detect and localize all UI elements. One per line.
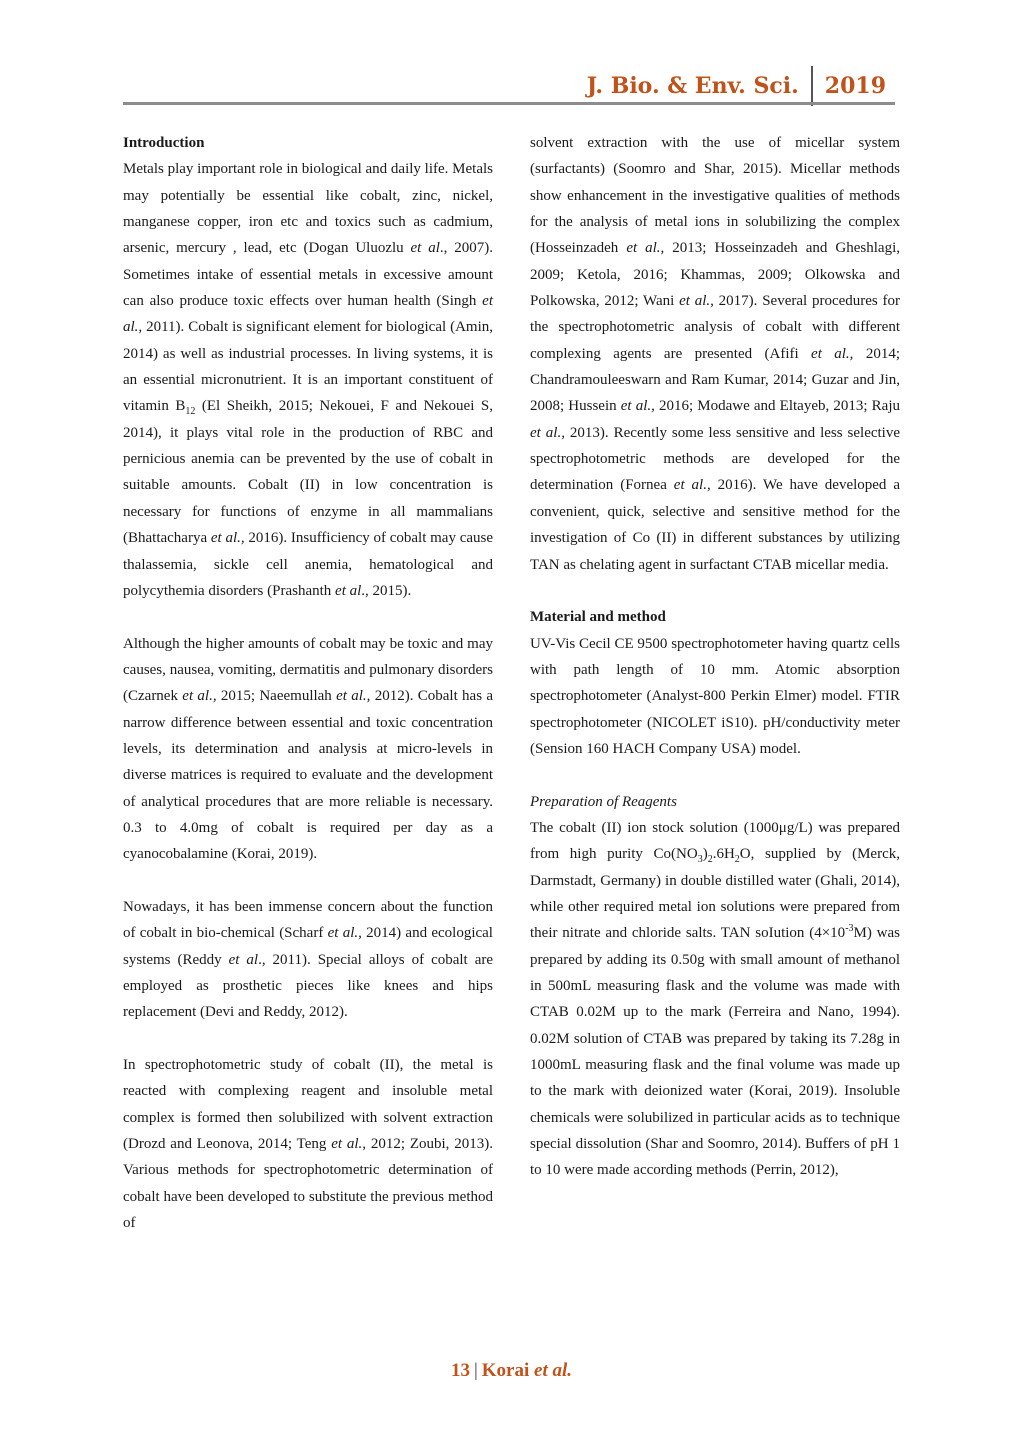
subscript: 3 (697, 854, 703, 866)
etal: et al (410, 240, 440, 257)
journal-title: J. Bio. & Env. Sci. (586, 73, 799, 99)
page-number: 13 (450, 1360, 470, 1381)
left-column (123, 130, 493, 1236)
intro-paragraph-2 (123, 631, 493, 868)
etal: et al., (336, 688, 371, 705)
text-run: M) was prepared by adding its 0.50g with small amount of methanol in 500mL measuring flask and the volume was made with CTAB 0.02M up to the mark (Ferreira and Nano, 1994). 0.02M solution of CTAB was prepared by taking its 7.28g in 1000mL measuring flask and the final volume was made up to the mark with deionized water (Korai, 2019). Insoluble chemicals were solubilized in particular acids as to technique special dissolution (Shar and Soomro, 2014). Buffers of pH 1 to 10 were made according methods (Perrin, 2012), (530, 925, 901, 1179)
text-run: 2014; Chandramouleeswarn and Ram Kumar, 2014; Guzar and Jin, 2008; Hussein (530, 345, 900, 415)
instruments-paragraph: UV-Vis Cecil CE 9500 spectrophotometer having quartz cells with path length of 10 mm. Atomic absorption spectrophotometer (Analyst-800 Perkin Elmer) model. FTIR spectrophotometer (NICOLET iS10). pH/conductivity meter (Sension 160 HACH Company USA) model. (530, 635, 900, 757)
text-run: 2016). Insufficiency of cobalt may cause thalassemia, sickle cell anemia, hematological and polycythemia disorders (Prashanth (123, 530, 494, 599)
text-run: ., 2011). Special alloys of cobalt are employed as prosthetic pieces like knees and hips replacement (Devi and Reddy, 2012). (123, 951, 494, 1021)
etal: et al (228, 951, 259, 968)
paragraph-gap (123, 868, 493, 894)
text-run: 2016; Modawe and Eltayeb, 2013; Raju (654, 398, 900, 415)
etal: et al., (679, 293, 714, 310)
superscript: -3 (845, 923, 854, 935)
text-run: ., 2015). (361, 582, 412, 599)
intro-paragraph-1 (123, 156, 493, 604)
text-run: 2017). Several procedures for the spectrophotometric analysis of cobalt with different complexing agents are presented (Afifi (530, 293, 901, 362)
right-column (530, 130, 900, 1184)
text-run: ) (702, 846, 708, 863)
page-footer (0, 1360, 1023, 1382)
reagents-paragraph (530, 815, 900, 1184)
footer-author: Korai (481, 1360, 530, 1381)
etal: et al (335, 582, 362, 599)
material-method-heading: Material and method (530, 609, 666, 626)
text-run: (El Sheikh, 2015; Nekouei, F and Nekouei S, 2014), it plays vital role in the production of RBC and pernicious anemia can be prevented by the use of cobalt in suitable amounts. Cobalt (II) in low concentration is necessary for functions of enzyme in all mammalians (Bhattacharya (123, 398, 493, 547)
text-run: .6H (712, 846, 735, 863)
text-run: Nowadays, it has been immense concern about the function of cobalt in bio-chemical (Scharf (123, 898, 493, 942)
text-run: 2012; Zoubi, 2013). Various methods for spectrophotometric determination of cobalt have been developed to substitute the previous method of (123, 1136, 493, 1232)
intro-paragraph-4 (123, 1052, 493, 1236)
text-run: 2013; Hosseinzadeh and Gheshlagi, 2009; Ketola, 2016; Khammas, 2009; Olkowska and Polkowska, 2012; Wani (530, 240, 901, 310)
text-run: Although the higher amounts of cobalt may be toxic and may causes, nausea, vomiting, dermatitis and pulmonary disorders (Czarnek (123, 635, 493, 705)
text-run: Metals play important role in biological and daily life. Metals may potentially be essential like cobalt, zinc, nickel, manganese copper, iron etc and toxics such as cadmium, arsenic, mercury , lead, etc (Dogan Uluozlu (123, 161, 493, 257)
etal: et al., (182, 688, 217, 705)
footer-etal: et al. (534, 1360, 573, 1381)
footer-divider: | (473, 1360, 478, 1381)
etal: et al., (123, 293, 493, 336)
paragraph-gap (123, 1026, 493, 1052)
text-run: solvent extraction with the use of micellar system (surfactants) (Soomro and Shar, 2015). Micellar methods show enhancement in the investigative qualities of methods for the analysis of metal ions in solubilizing the complex (Hosseinzadeh (530, 135, 900, 257)
etal: et al., (620, 398, 655, 415)
etal: et al., (331, 1136, 367, 1153)
subscript: 2 (707, 854, 713, 866)
introduction-heading: Introduction (123, 135, 205, 151)
journal-header (587, 66, 886, 106)
text-run: O, supplied by (Merck, Darmstadt, Germany) in double distilled water (Ghali, 2014), while other required metal ion solutions were prepared from their nitrate and chloride salts. TAN soIution (4×10 (530, 846, 900, 942)
text-run: 2015; Naeemullah (216, 688, 337, 705)
paragraph-gap (123, 604, 493, 630)
intro-paragraph-3 (123, 894, 493, 1026)
text-run: 2013). Recently some less sensitive and less selective spectrophotometric methods are developed for the determination (Fornea (530, 424, 901, 494)
text-run: 2016). We have developed a convenient, quick, selective and sensitive method for the investigation of Co (II) in different substances by utilizing TAN as chelating agent in surfactant CTAB micellar media. (530, 477, 901, 573)
paragraph-gap (530, 762, 900, 788)
etal: et al., (530, 424, 565, 441)
etal: et al., (626, 240, 665, 257)
text-run: 2014) and ecological systems (Reddy (123, 925, 493, 968)
etal: et al., (673, 477, 711, 494)
intro-paragraph-continued (530, 130, 900, 578)
header-divider (811, 66, 813, 106)
etal: et al., (811, 345, 854, 362)
text-run: 2011). Cobalt is significant element for biological (Amin, 2014) as well as industrial processes. In living systems, it is an essential micronutrient. It is an important constituent of vitamin B (123, 319, 493, 415)
etal: et al., (327, 925, 362, 942)
text-run: 2012). Cobalt has a narrow difference between essential and toxic concentration levels, its determination and analysis at micro-levels in diverse matrices is required to evaluate and the development of analytical procedures that are more reliable is necessary. 0.3 to 4.0mg of cobalt is required per day as a cyanocobalamine (Korai, 2019). (123, 688, 493, 863)
subscript: 12 (185, 406, 196, 418)
header-rule (123, 102, 895, 105)
text-run: In spectrophotometric study of cobalt (II), the metal is reacted with complexing reagent and insoluble metal complex is formed then solubilized with solvent extraction (Drozd and Leonova, 2014; Teng (123, 1057, 493, 1153)
paragraph-gap (530, 578, 900, 604)
journal-year: 2019 (824, 73, 886, 99)
etal: et al., (210, 530, 245, 547)
reagents-heading: Preparation of Reagents (530, 793, 677, 810)
subscript: 2 (734, 854, 740, 866)
text-run: The cobalt (II) ion stock solution (1000μg/L) was prepared from high purity Co(NO (530, 819, 900, 863)
text-run: ., 2007). Sometimes intake of essential metals in excessive amount can also produce toxic effects over human health (Singh (123, 240, 493, 310)
